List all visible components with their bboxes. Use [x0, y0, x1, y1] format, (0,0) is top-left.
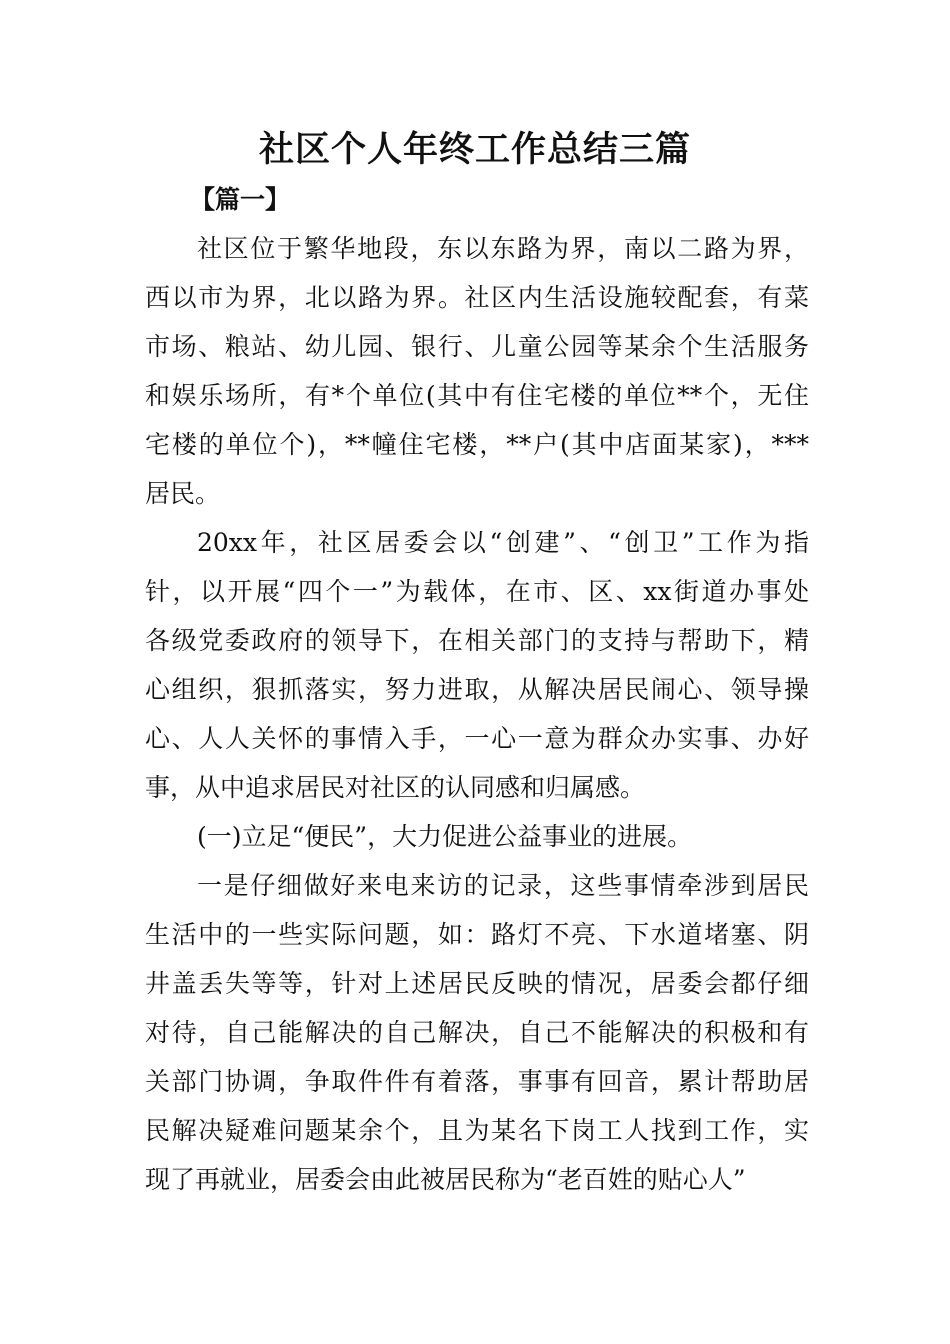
paragraph-line: 和娱乐场所，有*个单位(其中有住宅楼的单位**个，无住	[145, 381, 809, 410]
paragraph-1	[145, 224, 809, 518]
paragraph-line: 生活中的一些实际问题，如：路灯不亮、下水道堵塞、阴	[145, 920, 809, 949]
paragraph-line: 对待，自己能解决的自己解决，自己不能解决的积极和有	[145, 1018, 809, 1047]
paragraph-line: 20xx年，社区居委会以“创建”、“创卫”工作为指	[197, 528, 809, 557]
paragraph-line: 宅楼的单位个)，**幢住宅楼，**户(其中店面某家)，***	[145, 430, 809, 459]
section-heading: 【篇一】	[190, 185, 291, 214]
paragraph-line: 关部门协调，争取件件有着落，事事有回音，累计帮助居	[145, 1067, 809, 1096]
paragraph-4	[145, 861, 809, 1204]
paragraph-line: 心组织，狠抓落实，努力进取，从解决居民闹心、领导操	[145, 675, 809, 704]
paragraph-line: 事，从中追求居民对社区的认同感和归属感。	[145, 773, 646, 802]
paragraph-line: 一是仔细做好来电来访的记录，这些事情牵涉到居民	[197, 871, 809, 900]
paragraph-line: 民解决疑难问题某余个，且为某名下岗工人找到工作，实	[145, 1116, 809, 1145]
paragraph-line: 心、人人关怀的事情入手，一心一意为群众办实事、办好	[145, 724, 809, 753]
paragraph-line: 市场、粮站、幼儿园、银行、儿童公园等某余个生活服务	[145, 332, 809, 361]
paragraph-line: 社区位于繁华地段，东以东路为界，南以二路为界，	[197, 234, 809, 263]
paragraph-line: (一)立足“便民”，大力促进公益事业的进展。	[197, 822, 693, 851]
paragraph-line: 井盖丢失等等，针对上述居民反映的情况，居委会都仔细	[145, 969, 809, 998]
document-title: 社区个人年终工作总结三篇	[258, 129, 691, 170]
paragraph-line: 西以市为界，北以路为界。社区内生活设施较配套，有菜	[145, 283, 809, 312]
paragraph-2	[145, 518, 809, 812]
paragraph-line: 现了再就业，居委会由此被居民称为“老百姓的贴心人”	[145, 1165, 746, 1194]
document-body	[145, 224, 809, 1204]
paragraph-line: 居民。	[145, 479, 221, 508]
paragraph-line: 各级党委政府的领导下，在相关部门的支持与帮助下，精	[145, 626, 809, 655]
paragraph-line: 针，以开展“四个一”为载体，在市、区、xx街道办事处	[145, 577, 809, 606]
paragraph-3-subheading	[145, 812, 809, 861]
